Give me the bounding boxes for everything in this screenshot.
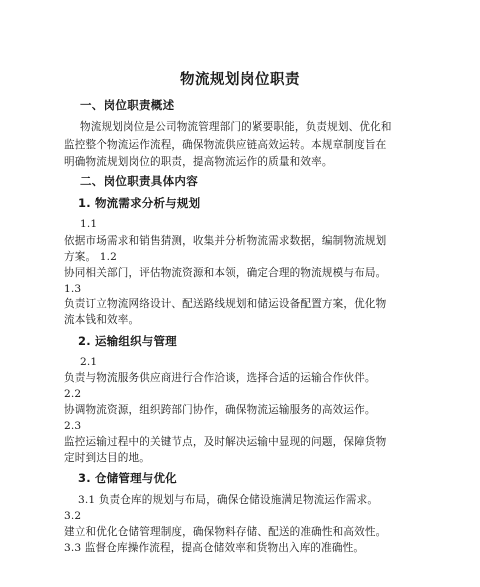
item-text: 协同相关部门，评估物流资源和本领，确定合理的物流规模与布局。 (64, 267, 387, 279)
item-text: 3.1 负责仓库的规划与布局，确保仓储设施满足物流运作需求。 (78, 494, 379, 506)
paragraph-line: 明确物流规划岗位的职责，提高物流运作的质量和效率。 (64, 156, 333, 168)
item-number: 3.2 (64, 510, 82, 522)
item-text: 负责订立物流网络设计、配送路线规划和储运设备配置方案，优化物 (64, 298, 387, 310)
item-text: 方案。 1.2 (64, 251, 118, 263)
item-text: 协调物流资源，组织跨部门协作，确保物流运输服务的高效运作。 (64, 404, 376, 416)
paragraph-line: 监控整个物流运作流程，确保物流供应链高效运转。本规章制度旨在 (64, 139, 387, 151)
item-number: 2.3 (64, 420, 82, 432)
section-heading-overview: 一、岗位职责概述 (80, 98, 175, 112)
item-number: 1.3 (64, 283, 82, 295)
item-text: 建立和优化仓储管理制度，确保物料存储、配送的准确性和高效性。 (64, 526, 387, 538)
subsection-heading-transport: 2. 运输组织与管理 (78, 334, 177, 348)
paragraph-line: 物流规划岗位是公司物流管理部门的紧要职能，负责规划、优化和 (80, 121, 392, 133)
item-text: 依据市场需求和销售猜测，收集并分析物流需求数据，编制物流规划 (64, 235, 387, 247)
item-text: 负责与物流服务供应商进行合作洽谈，选择合适的运输合作伙伴。 (64, 372, 376, 384)
item-number: 1.1 (80, 218, 98, 230)
document-title: 物流规划岗位职责 (180, 72, 300, 88)
item-text: 3.3 监督仓库操作流程，提高仓储效率和货物出入库的准确性。 (64, 542, 365, 554)
section-heading-details: 二、岗位职责具体内容 (80, 174, 198, 188)
subsection-heading-warehouse: 3. 仓储管理与优化 (78, 471, 177, 485)
item-text: 定时到达目的地。 (64, 452, 150, 464)
item-number: 2.1 (80, 356, 98, 368)
subsection-heading-demand: 1. 物流需求分析与规划 (78, 196, 201, 210)
item-number: 2.2 (64, 388, 82, 400)
item-text: 流本钱和效率。 (64, 314, 140, 326)
item-text: 监控运输过程中的关键节点，及时解决运输中显现的问题，保障货物 (64, 436, 387, 448)
